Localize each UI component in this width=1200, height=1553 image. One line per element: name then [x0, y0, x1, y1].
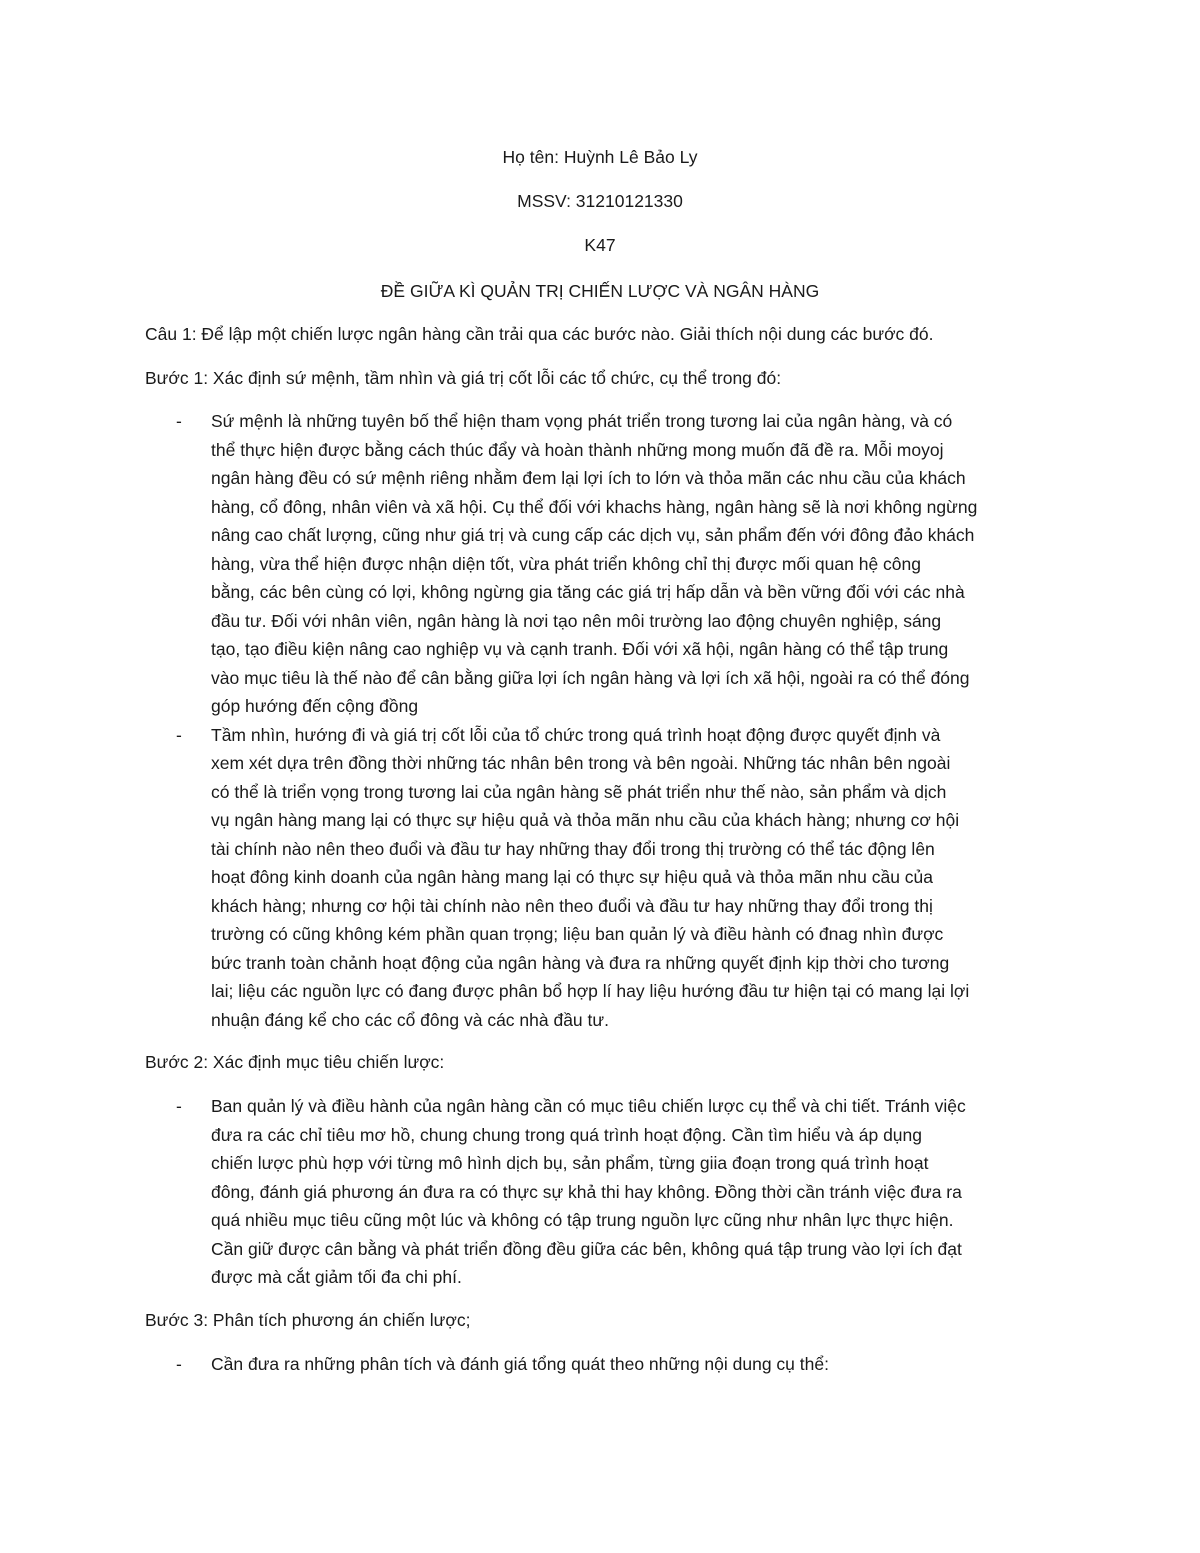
text-line: vụ ngân hàng mang lại có thực sự hiệu quả và thỏa mãn nhu cầu của khách hàng; nhưng cơ hội [211, 810, 960, 830]
text-line: bức tranh toàn chảnh hoạt động của ngân hàng và đưa ra những quyết định kịp thời cho tương [211, 952, 950, 973]
bullet-dash: - [176, 1354, 182, 1374]
step-1-heading: Bước 1: Xác định sứ mệnh, tầm nhìn và giá trị cốt lỗi các tổ chức, cụ thể trong đó: [145, 368, 782, 388]
text-line: khách hàng; nhưng cơ hội tài chính nào nên theo đuổi và đầu tư hay những thay đổi trong thị [211, 895, 933, 916]
text-line: nhuận đáng kể cho các cổ đông và các nhà đầu tư. [211, 1009, 609, 1030]
text-line: trường có cũng không kém phần quan trọng; liệu ban quản lý và điều hành có đnag nhìn được [211, 924, 944, 944]
text-line: đầu tư. Đối với nhân viên, ngân hàng là nơi tạo nên môi trường lao động chuyên nghiệp, sáng [211, 610, 942, 631]
course-code: K47 [584, 235, 616, 255]
text-line: Sứ mệnh là những tuyên bố thể hiện tham vọng phát triển trong tương lai của ngân hàng, và có [211, 411, 953, 431]
text-line: nâng cao chất lượng, cũng như giá trị và cung cấp các dịch vụ, sản phẩm đến với đông đảo khách [211, 525, 975, 545]
text-line: hoạt đông kinh doanh của ngân hàng mang lại có thực sự hiệu quả và thỏa mãn nhu cầu của [211, 867, 934, 887]
text-line: hàng, vừa thể hiện được nhận diện tốt, vừa phát triển không chỉ thị được mối quan hệ công [211, 553, 921, 574]
text-line: Cần giữ được cân bằng và phát triển đồng đều giữa các bên, không quá tập trung vào lợi ích đạt [211, 1238, 962, 1259]
step-2-heading: Bước 2: Xác định mục tiêu chiến lược: [145, 1052, 445, 1072]
text-line: góp hướng đến cộng đồng [211, 696, 419, 716]
student-id: MSSV: 31210121330 [517, 191, 683, 211]
step-3-heading: Bước 3: Phân tích phương án chiến lược; [145, 1310, 471, 1330]
text-line: được mà cắt giảm tối đa chi phí. [211, 1267, 462, 1287]
question-1: Câu 1: Để lập một chiến lược ngân hàng cần trải qua các bước nào. Giải thích nội dung các bước đó. [145, 324, 934, 344]
text-line: tài chính nào nên theo đuổi và đầu tư hay những thay đổi trong thị trường có thể tác động lên [211, 838, 935, 859]
student-name: Họ tên: Huỳnh Lê Bảo Ly [502, 147, 698, 167]
bullet-dash: - [176, 411, 182, 431]
bullet-dash: - [176, 1096, 182, 1116]
text-line: lai; liệu các nguồn lực có đang được phân bổ hợp lí hay liệu hướng đầu tư hiện tại có mang lại lợi [211, 981, 970, 1001]
text-line: thể thực hiện được bằng cách thúc đẩy và hoàn thành những mong muốn đã đề ra. Mỗi moyoj [211, 439, 944, 460]
text-line: Tầm nhìn, hướng đi và giá trị cốt lỗi của tổ chức trong quá trình hoạt động được quyết định và [211, 724, 941, 745]
text-line: quá nhiều mục tiêu cũng một lúc và không có tập trung nguồn lực cũng như nhân lực thực hiện. [211, 1210, 954, 1230]
text-line: chiến lược phù hợp với từng mô hình dịch bụ, sản phẩm, từng giia đoạn trong quá trình hoạt [211, 1153, 929, 1173]
step-3-item-1: Cần đưa ra những phân tích và đánh giá tổng quát theo những nội dung cụ thể: [211, 1354, 829, 1374]
text-line: Ban quản lý và điều hành của ngân hàng cần có mục tiêu chiến lược cụ thể và chi tiết. Tránh việc [211, 1096, 966, 1116]
text-line: vào mục tiêu là thế nào để cân bằng giữa lợi ích ngân hàng và lợi ích xã hội, ngoài ra có thể đóng [211, 667, 970, 688]
bullet-dash: - [176, 724, 182, 745]
text-line: đông, đánh giá phương án đưa ra có thực sự khả thi hay không. Đồng thời cần tránh việc đưa ra [211, 1181, 962, 1202]
text-line: có thể là triển vọng trong tương lai của ngân hàng sẽ phát triển như thế nào, sản phẩm và dịch [211, 781, 947, 802]
text-line: xem xét dựa trên đồng thời những tác nhân bên trong và bên ngoài. Những tác nhân bên ngoài [211, 753, 951, 773]
text-line: ngân hàng đều có sứ mệnh riêng nhằm đem lại lợi ích to lớn và thỏa mãn các nhu cầu của khách [211, 468, 966, 488]
text-line: tạo, tạo điều kiện nâng cao nghiệp vụ và cạnh tranh. Đối với xã hội, ngân hàng có thể tập trung [211, 639, 949, 659]
exam-title: ĐỀ GIỮA KÌ QUẢN TRỊ CHIẾN LƯỢC VÀ NGÂN HÀNG [380, 281, 820, 301]
text-line: bằng, các bên cùng có lợi, không ngừng gia tăng các giá trị hấp dẫn và bền vững đối với các nhà [211, 582, 965, 602]
text-line: đưa ra các chỉ tiêu mơ hồ, chung chung trong quá trình hoạt động. Cần tìm hiểu và áp dụng [211, 1124, 923, 1145]
text-line: hàng, cổ đông, nhân viên và xã hội. Cụ thể đối với khachs hàng, ngân hàng sẽ là nơi không ngừng [211, 496, 978, 517]
